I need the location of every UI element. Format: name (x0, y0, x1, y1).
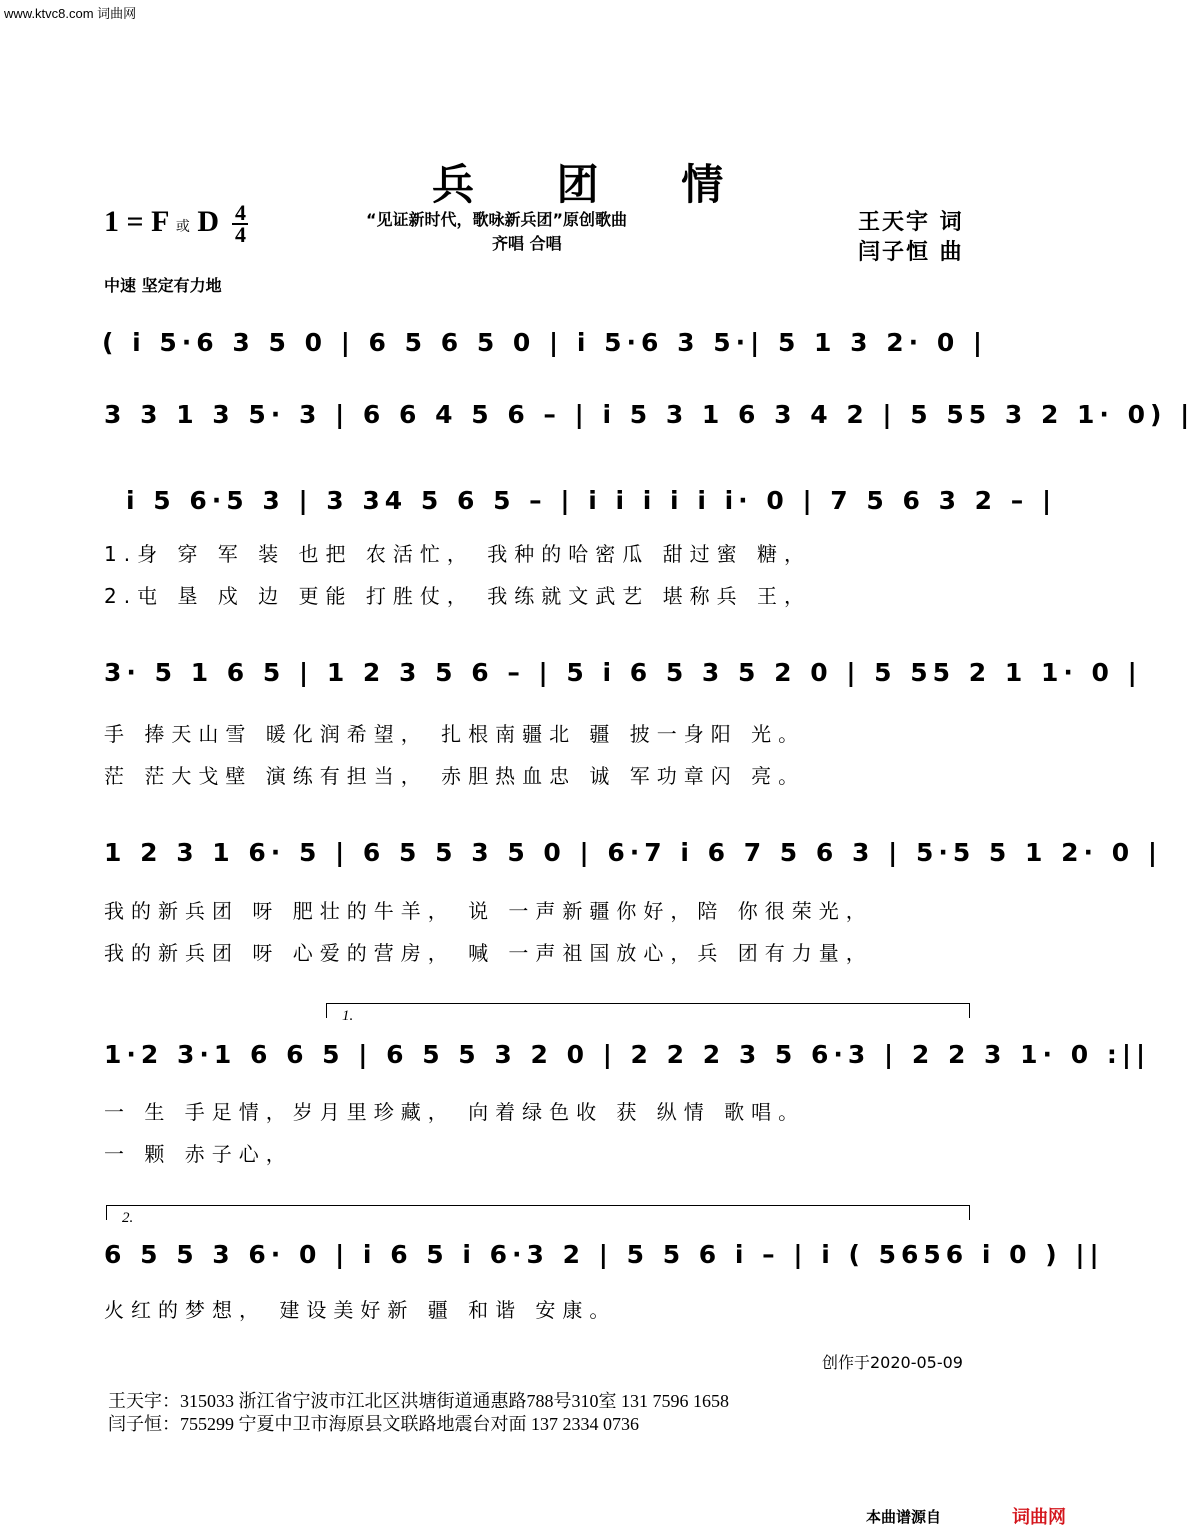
notation-row-4: 3· 5 1 6 5 | 1 2 3 5 6 – | 5 i 6 5 3 5 2 0 | 5 55 2 1 1· 0 | (104, 658, 1142, 687)
volta-2-label: 2. (122, 1210, 134, 1226)
lyric-row-6-verse-2: 一 颗 赤子心， (104, 1142, 293, 1166)
notation-row-3: i 5 6·5 3 | 3 34 5 6 5 – | i i i i i i· 0 | 7 5 6 3 2 – | (126, 486, 1057, 515)
time-signature (232, 200, 248, 247)
notation-row-6: 1·2 3·1 6 6 5 | 6 5 5 3 2 0 | 2 2 2 3 5 6·3 | 2 2 3 1· 0 :|| (104, 1040, 1151, 1069)
footer-brand[interactable]: 词曲网 (1012, 1507, 1066, 1528)
lyricist-credit: 王天宇 词 (858, 210, 964, 235)
lyric-row-3-verse-1: 1.身 穿 军 装 也把 农活忙， 我种的哈密瓜 甜过蜜 糖， (104, 542, 811, 566)
lyric-row-5-verse-1: 我的新兵团 呀 肥壮的牛羊， 说 一声新疆你好，陪 你很荣光， (104, 899, 873, 923)
performance-type: 齐唱 合唱 (492, 234, 562, 253)
subtitle: “见证新时代，歌咏新兵团”原创歌曲 (366, 210, 628, 229)
key-prefix: 1 = F (104, 204, 169, 238)
key-signature (104, 200, 248, 247)
lyric-row-3-verse-2: 2.屯 垦 戍 边 更能 打胜仗， 我练就文武艺 堪称兵 王， (104, 584, 811, 608)
footer-source: 本曲谱源自 (866, 1508, 942, 1526)
tempo-marking: 中速 坚定有力地 (104, 276, 222, 295)
contact-lyricist: 王天宇：315033 浙江省宁波市江北区洪塘街道通惠路788号310室 131 7596 1658 (108, 1391, 729, 1411)
notation-row-1: ( i 5·6 3 5 0 | 6 5 6 5 0 | i 5·6 3 5·| 5 1 3 2· 0 | (102, 328, 988, 357)
time-sig-top: 4 (234, 200, 246, 225)
lyric-row-4-verse-1: 手 捧天山雪 暖化润希望， 扎根南疆北 疆 披一身阳 光。 (104, 722, 806, 746)
watermark: www.ktvc8.com 词曲网 (4, 6, 137, 21)
time-sig-bottom: 4 (234, 222, 246, 247)
notation-row-7: 6 5 5 3 6· 0 | i 6 5 i 6·3 2 | 5 5 6 i – | i ( 5656 i 0 ) || (104, 1240, 1104, 1269)
lyric-row-5-verse-2: 我的新兵团 呀 心爱的营房， 喊 一声祖国放心，兵 团有力量， (104, 941, 873, 965)
key-or: 或 (175, 219, 190, 235)
lyric-row-4-verse-2: 茫 茫大戈壁 演练有担当， 赤胆热血忠 诚 军功章闪 亮。 (104, 764, 806, 788)
notation-row-2: 3 3 1 3 5· 3 | 6 6 4 5 6 – | i 5 3 1 6 3 4 2 | 5 55 3 2 1· 0) | (104, 400, 1194, 429)
lyric-row-6-verse-1: 一 生 手足情，岁月里珍藏， 向着绿色收 获 纵情 歌唱。 (104, 1100, 806, 1124)
composer-credit: 闫子恒 曲 (858, 240, 964, 265)
creation-date: 创作于2020-05-09 (822, 1353, 963, 1372)
song-title: 兵 团 情 (432, 160, 758, 209)
contact-composer: 闫子恒：755299 宁夏中卫市海原县文联路地震台对面 137 2334 0736 (108, 1414, 639, 1434)
lyric-row-7-verse-1: 火红的梦想， 建设美好新 疆 和谐 安康。 (104, 1298, 617, 1322)
notation-row-5: 1 2 3 1 6· 5 | 6 5 5 3 5 0 | 6·7 i 6 7 5 6 3 | 5·5 5 1 2· 0 | (104, 838, 1162, 867)
volta-2-bracket (106, 1205, 970, 1226)
volta-1-label: 1. (342, 1008, 354, 1024)
volta-1-bracket (326, 1003, 970, 1024)
key-alt: D (197, 204, 219, 238)
